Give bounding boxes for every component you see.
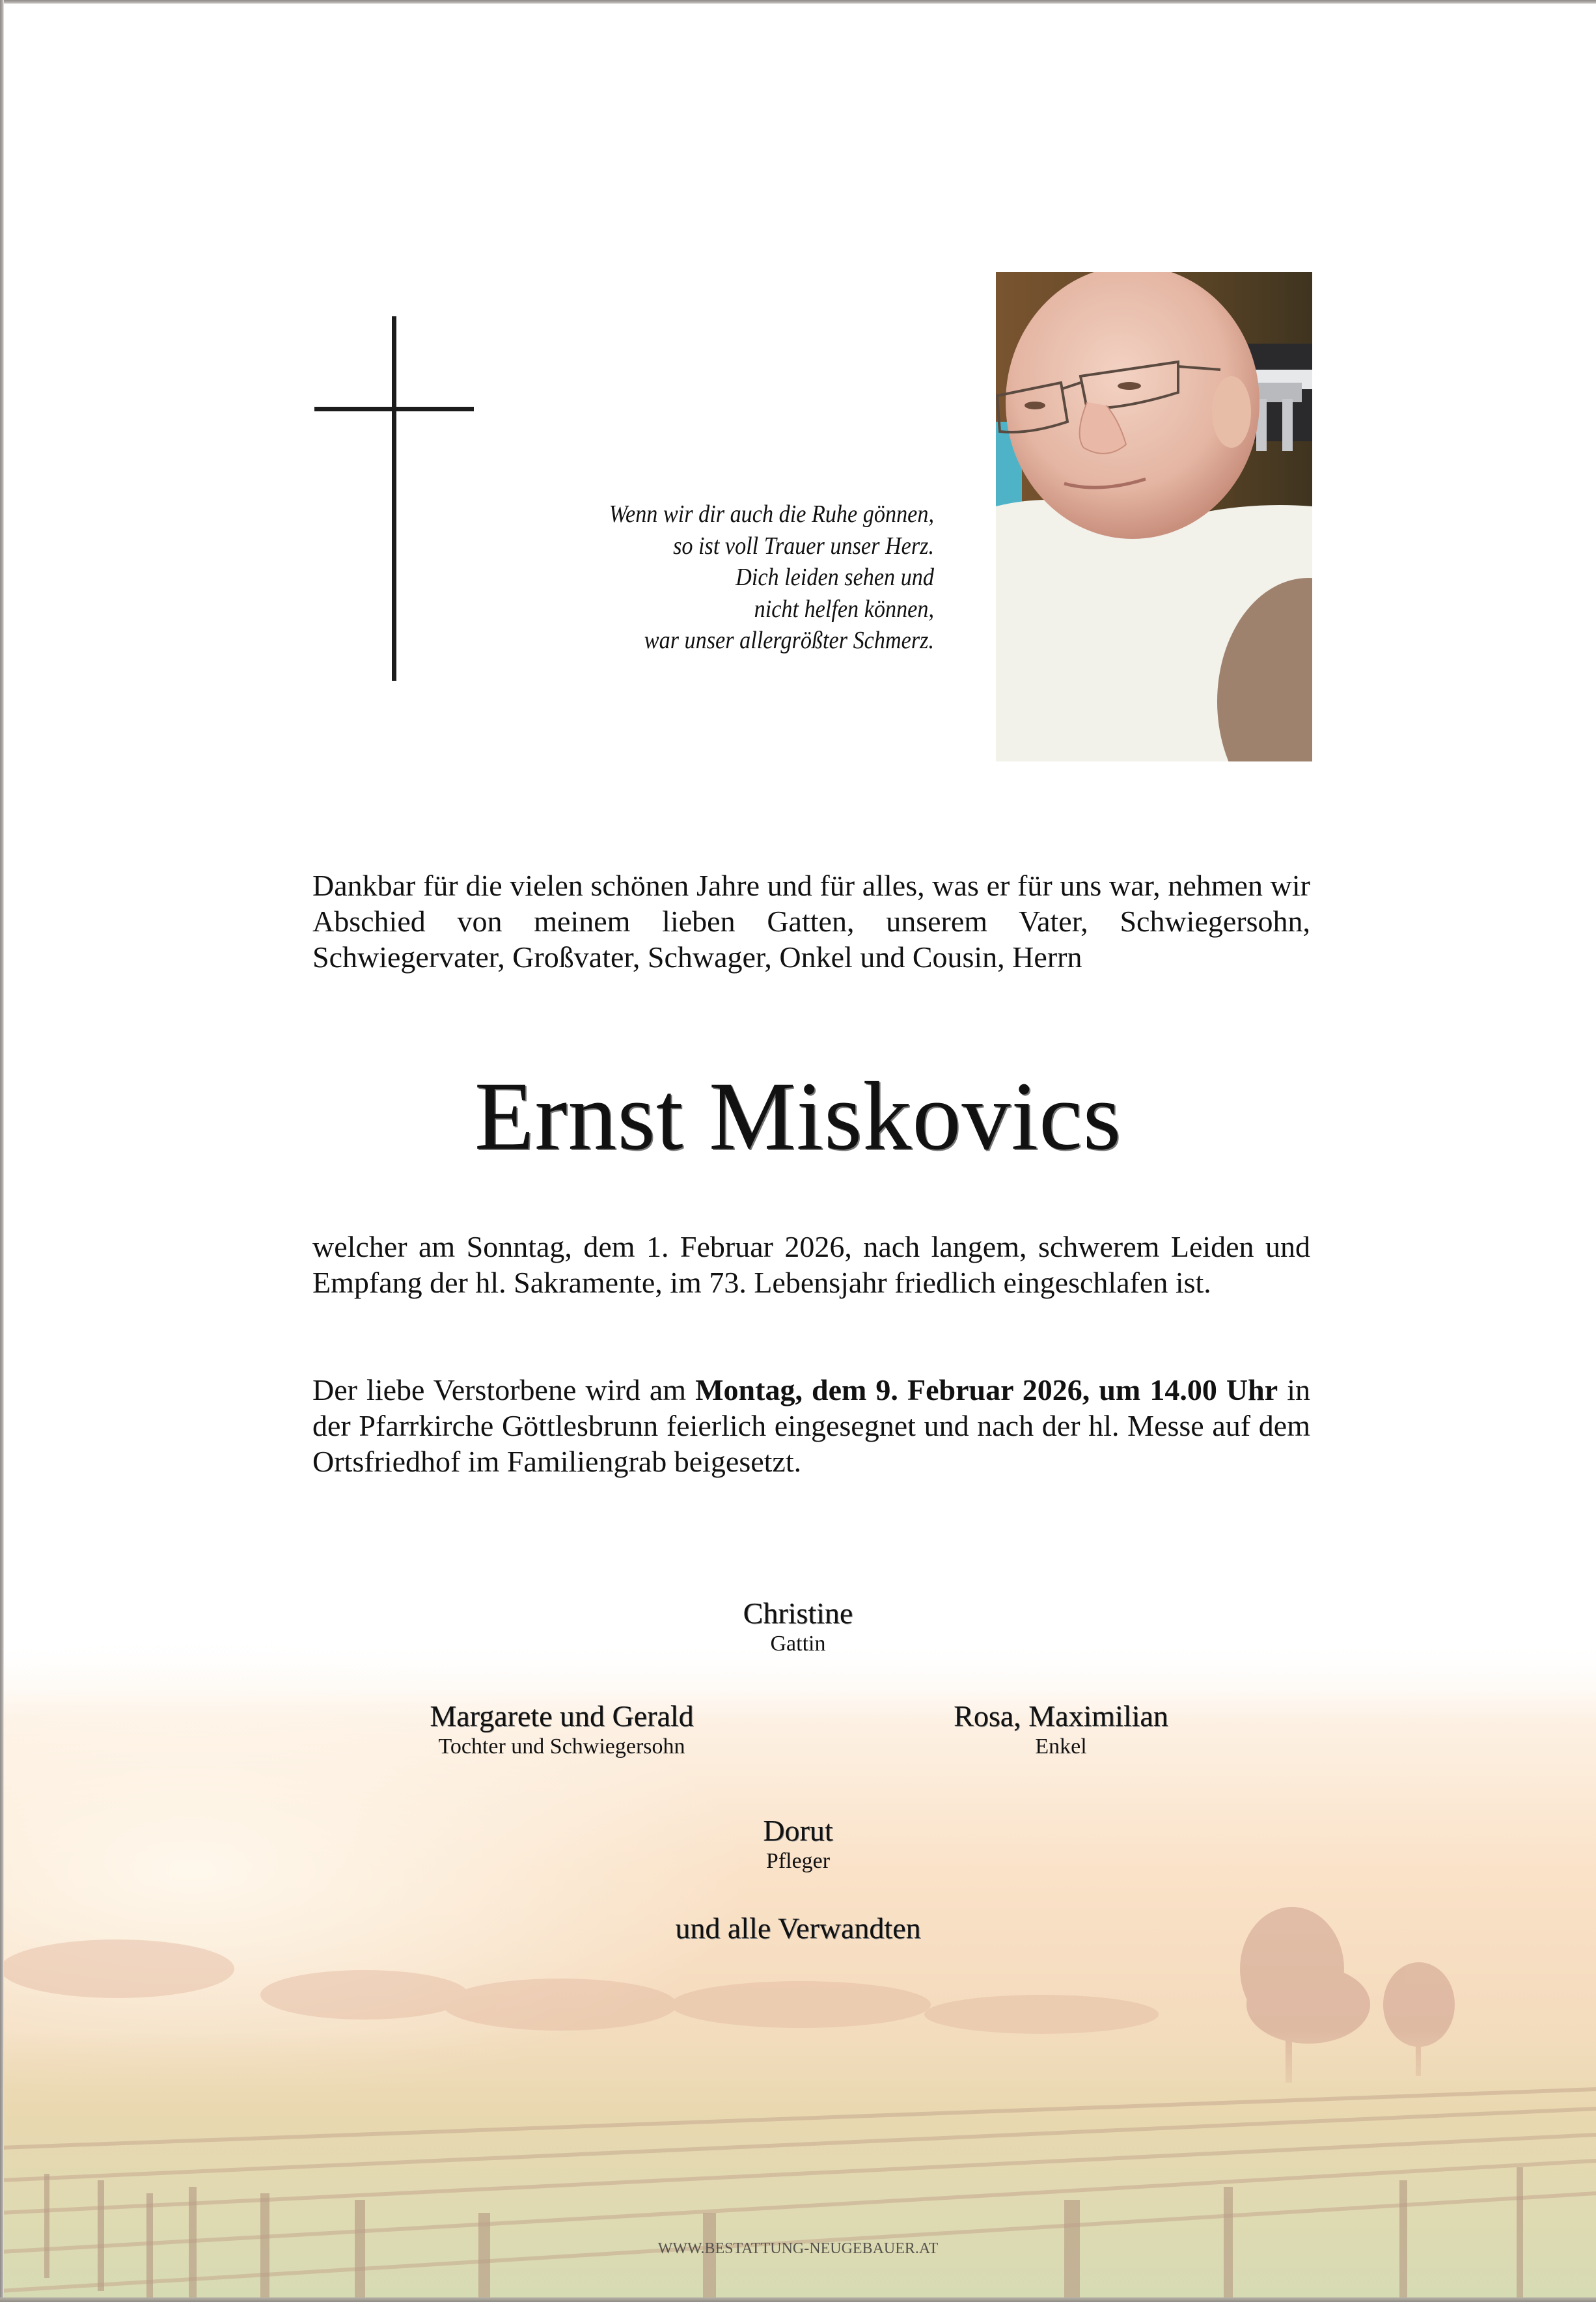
mourner-name: Rosa, Maximilian — [954, 1699, 1168, 1733]
poem-line: Dich leiden sehen und — [736, 564, 934, 591]
memorial-poem — [465, 499, 934, 657]
vineyard-landscape-image — [0, 1640, 1596, 2302]
portrait-photo — [996, 272, 1312, 761]
death-notice-paragraph: welcher am Sonntag, dem 1. Februar 2026, nach langem, schwerem Leiden und Empfang der hl. Sakramente, im 73. Lebensjahr friedlich eingeschlafen ist. — [312, 1230, 1310, 1299]
poem-line: so ist voll Trauer unser Herz. — [673, 532, 934, 560]
mourner-relation: Tochter und Schwiegersohn — [438, 1734, 685, 1759]
deceased-name: Ernst Miskovics — [474, 1062, 1122, 1170]
poem-line: nicht helfen können, — [754, 595, 934, 623]
mourner-relation: Enkel — [1035, 1734, 1087, 1759]
vineyard-landscape-background — [0, 1640, 1596, 2302]
funeral-prefix: Der liebe Verstorbene wird am — [312, 1373, 696, 1406]
mourner-name: Dorut — [763, 1814, 833, 1847]
cross-horizontal-bar — [314, 407, 474, 411]
cross-vertical-bar — [392, 316, 396, 681]
funeral-paragraph — [312, 1372, 1310, 1479]
poem-line: war unser allergrößter Schmerz. — [644, 627, 934, 654]
funeral-home-url[interactable]: WWW.BESTATTUNG-NEUGEBAUER.AT — [657, 2240, 939, 2257]
frame-edge-top — [0, 0, 1596, 4]
mourner-rosa-maximilian — [866, 1699, 1256, 1760]
portrait-illustration — [996, 272, 1312, 761]
mourner-name: Margarete und Gerald — [430, 1699, 694, 1733]
poem-line: Wenn wir dir auch die Ruhe gönnen, — [609, 500, 934, 528]
mourner-christine — [668, 1596, 928, 1657]
intro-paragraph: Dankbar für die vielen schönen Jahre und für alles, was er für uns war, nehmen wir Abschied von meinem lieben Gatten, unserem Vater, Schwiegersohn, Schwiegervater, Großvater, Schwager, Onkel und Cousin, Herrn — [312, 869, 1310, 974]
mourner-margarete-gerald — [366, 1699, 757, 1760]
mourner-dorut — [668, 1813, 928, 1874]
mourner-relation: Pfleger — [765, 1849, 831, 1873]
closing-line: und alle Verwandten — [675, 1911, 921, 1945]
frame-edge-bottom — [0, 2297, 1596, 2302]
mourner-name: Christine — [743, 1596, 853, 1630]
mourner-relation: Gattin — [770, 1632, 826, 1656]
funeral-suffix: in der Pfarrkirche Göttlesbrunn feierlich eingesegnet und nach der hl. Messe auf dem Ortsfriedhof im Familiengrab beigesetzt. — [312, 1373, 1310, 1478]
funeral-date-time: Montag, dem 9. Februar 2026, um 14.00 Uhr — [695, 1373, 1278, 1406]
